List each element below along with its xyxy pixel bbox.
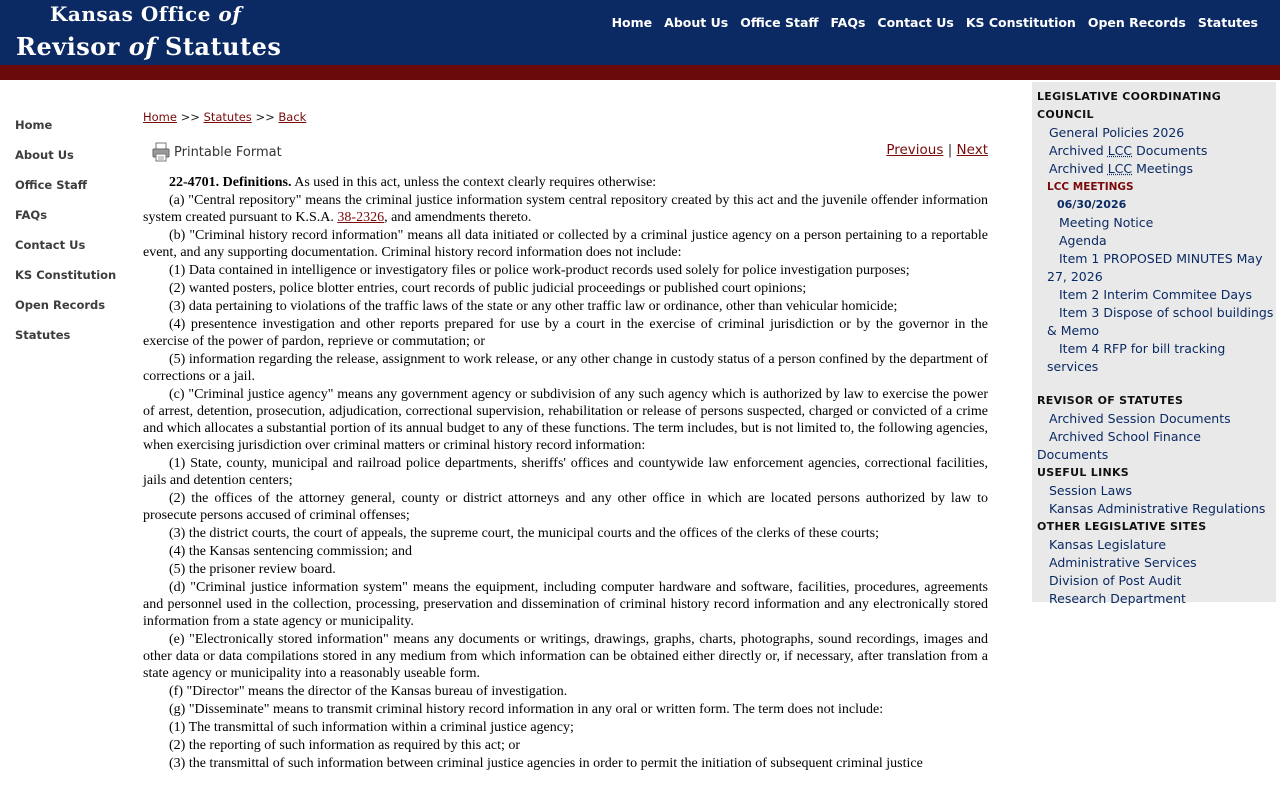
previous-link[interactable]: Previous xyxy=(886,142,944,158)
sidebar-link-item-3[interactable]: Item 3 Dispose of school buildings & Memo xyxy=(1047,305,1274,338)
top-nav-home[interactable]: Home xyxy=(611,15,653,30)
breadcrumb-statutes[interactable]: Statutes xyxy=(203,110,252,124)
printer-icon xyxy=(151,142,171,162)
sidebar-link-archived-school-finance[interactable]: Archived School Finance Documents xyxy=(1037,429,1201,462)
statute-paragraph xyxy=(143,192,988,226)
left-nav xyxy=(15,118,116,358)
link-text: Meetings xyxy=(1132,161,1193,176)
breadcrumb-sep: >> xyxy=(176,110,204,124)
statute-paragraph: (2) the offices of the attorney general, county or district attorneys and any other office in which are located persons authorized by law to prosecute persons accused of criminal offenses; xyxy=(143,491,988,523)
next-link[interactable]: Next xyxy=(956,142,988,158)
lcc-abbr: LCC xyxy=(1107,161,1133,176)
site-header xyxy=(0,0,1280,65)
sidebar-section-useful-links: USEFUL LINKS xyxy=(1037,466,1130,479)
statute-paragraph: (g) "Disseminate" means to transmit criminal history record information in any oral or written form. The term does not include: xyxy=(169,702,884,717)
statute-toolbar xyxy=(143,142,988,174)
statute-title: Definitions. xyxy=(222,175,292,190)
breadcrumb-sep: >> xyxy=(251,110,279,124)
statute-number: 22-4701. xyxy=(169,175,220,190)
top-nav-office-staff[interactable]: Office Staff xyxy=(740,15,819,30)
left-nav-open-records[interactable]: Open Records xyxy=(15,298,106,312)
lcc-abbr: LCC xyxy=(1107,143,1133,158)
top-nav-open-records[interactable]: Open Records xyxy=(1087,15,1186,30)
statute-paragraph: (3) the transmittal of such information between criminal justice agencies in order to permit the initiation of subsequent criminal justice xyxy=(169,756,923,771)
breadcrumb xyxy=(143,110,988,124)
statute-paragraph: (f) "Director" means the director of the Kansas bureau of investigation. xyxy=(169,684,568,699)
main-content xyxy=(143,110,988,773)
top-nav-about-us[interactable]: About Us xyxy=(664,15,729,30)
logo-line2-of: of xyxy=(128,32,157,61)
top-nav-contact-us[interactable]: Contact Us xyxy=(877,15,954,30)
sidebar-section-other-sites: OTHER LEGISLATIVE SITES xyxy=(1037,520,1207,533)
statute-paragraph: (4) the Kansas sentencing commission; and xyxy=(169,544,413,559)
statute-paragraph: (b) "Criminal history record information" means all data initiated or collected by a criminal justice agency on a person pertaining to a reportable event, and any supporting documentation. Criminal history record information does not include: xyxy=(143,228,988,260)
statute-intro: As used in this act, unless the context clearly requires otherwise: xyxy=(291,175,657,190)
sidebar-link-item-4[interactable]: Item 4 RFP for bill tracking services xyxy=(1047,341,1226,374)
link-text: Archived xyxy=(1049,161,1108,176)
sidebar-link-archived-lcc-meetings[interactable] xyxy=(1037,160,1276,178)
statute-ref-link[interactable]: 38-2326 xyxy=(337,210,385,225)
left-nav-faqs[interactable]: FAQs xyxy=(15,208,48,222)
top-nav-ks-constitution[interactable]: KS Constitution xyxy=(965,15,1076,30)
sidebar-section-lcc: LEGISLATIVE COORDINATING COUNCIL xyxy=(1037,90,1222,121)
left-nav-office-staff[interactable]: Office Staff xyxy=(15,178,88,192)
statute-heading-para xyxy=(143,174,988,191)
left-nav-contact-us[interactable]: Contact Us xyxy=(15,238,86,252)
logo-line1-of: of xyxy=(218,2,242,26)
sidebar-lcc-meetings-heading: LCC MEETINGS xyxy=(1047,181,1134,193)
sidebar-link-post-audit[interactable]: Division of Post Audit xyxy=(1049,573,1182,588)
sidebar-spacer xyxy=(1037,376,1276,392)
link-text: Archived xyxy=(1049,143,1108,158)
sidebar-link-administrative-services[interactable]: Administrative Services xyxy=(1049,555,1197,570)
logo-line2-c: Statutes xyxy=(156,32,282,61)
left-nav-home[interactable]: Home xyxy=(15,118,53,132)
header-divider-band xyxy=(0,65,1280,80)
statute-paragraph: (5) information regarding the release, assignment to work release, or any other change in custody status of a person confined by the department of corrections or a jail. xyxy=(143,352,988,384)
right-sidebar xyxy=(1032,82,1276,606)
logo-line2-a: Revisor xyxy=(16,32,129,61)
link-text: Documents xyxy=(1132,143,1208,158)
sidebar-link-archived-lcc-documents[interactable] xyxy=(1037,142,1276,160)
left-nav-ks-constitution[interactable]: KS Constitution xyxy=(15,268,117,282)
printable-format-label: Printable Format xyxy=(174,144,282,160)
sidebar-link-agenda[interactable]: Agenda xyxy=(1059,233,1107,248)
statute-paragraph: (1) The transmittal of such information within a criminal justice agency; xyxy=(169,720,574,735)
statute-paragraph: (4) presentence investigation and other reports prepared for use by a court in the exercise of criminal jurisdiction or by the governor in the exercise of the power of pardon, reprieve or commutation; or xyxy=(143,317,988,349)
printable-format-link[interactable] xyxy=(151,142,282,162)
statute-paragraph: (1) State, county, municipal and railroad police departments, sheriffs' offices and countywide law enforcement agencies, correctional facilities, jails and detention centers; xyxy=(143,456,988,488)
statute-text-run: , and amendments thereto. xyxy=(384,210,532,225)
sidebar-link-session-laws[interactable]: Session Laws xyxy=(1049,483,1133,498)
sidebar-link-kansas-legislature[interactable]: Kansas Legislature xyxy=(1049,537,1167,552)
top-nav-statutes[interactable]: Statutes xyxy=(1197,15,1258,30)
left-nav-about-us[interactable]: About Us xyxy=(15,148,74,162)
breadcrumb-back[interactable]: Back xyxy=(278,110,307,124)
statute-paragraph: (e) "Electronically stored information" means any documents or writings, drawings, graphs, charts, photographs, sound recordings, images and other data or data compilations stored in any medium from which information can be obtained either directly or, if necessary, after translation from a state agency or municipality into a reasonably useable form. xyxy=(143,632,988,681)
sidebar-link-general-policies[interactable]: General Policies 2026 xyxy=(1049,125,1185,140)
sidebar-link-item-2[interactable]: Item 2 Interim Commitee Days xyxy=(1059,287,1252,302)
sidebar-link-research-department[interactable]: Research Department xyxy=(1049,591,1186,606)
logo-line1: Kansas Office xyxy=(50,2,219,26)
breadcrumb-home[interactable]: Home xyxy=(143,110,177,124)
sidebar-link-meeting-notice[interactable]: Meeting Notice xyxy=(1059,215,1154,230)
statute-paragraph: (d) "Criminal justice information system" means the equipment, including computer hardware and software, facilities, procedures, agreements and personnel used in the collection, processing, preservation and dissemination of criminal history record information and any electronically stored information from a state agency or municipality. xyxy=(143,580,988,629)
sidebar-link-item-1[interactable]: Item 1 PROPOSED MINUTES May 27, 2026 xyxy=(1047,251,1263,284)
sidebar-section-revisor: REVISOR OF STATUTES xyxy=(1037,394,1184,407)
statute-paragraph: (5) the prisoner review board. xyxy=(169,562,336,577)
prev-next-divider: | xyxy=(943,142,957,158)
top-nav-faqs[interactable]: FAQs xyxy=(830,15,866,30)
prev-next-nav xyxy=(886,142,988,158)
sidebar-link-kansas-admin-regs[interactable]: Kansas Administrative Regulations xyxy=(1049,501,1266,516)
statute-paragraph: (c) "Criminal justice agency" means any government agency or subdivision of any such agency which is authorized by law to exercise the power of arrest, detention, prosecution, adjudication, correctional supervision, rehabilitation or release of persons suspected, charged or convicted of a crime and which allocates a substantial portion of its annual budget to any of these functions. The term includes, but is not limited to, the following agencies, when exercising jurisdiction over criminal matters or criminal history record information: xyxy=(143,387,988,453)
statute-paragraph: (1) Data contained in intelligence or investigatory files or police work-product records used solely for police investigation purposes; xyxy=(169,263,910,278)
top-nav xyxy=(612,15,1258,30)
statute-paragraph: (3) data pertaining to violations of the traffic laws of the state or any other traffic law or ordinance, other than vehicular homicide; xyxy=(169,299,898,314)
statute-paragraph: (2) the reporting of such information as required by this act; or xyxy=(169,738,521,753)
statute-text-run: (a) "Central repository" means the criminal justice information system central repository created by this act and the juvenile offender information system created pursuant to K.S.A. xyxy=(143,193,988,225)
statute-paragraph: (2) wanted posters, police blotter entries, court records of public judicial proceedings or published court opinions; xyxy=(169,281,807,296)
left-nav-statutes[interactable]: Statutes xyxy=(15,328,71,342)
sidebar-link-archived-session-docs[interactable]: Archived Session Documents xyxy=(1049,411,1231,426)
statute-text xyxy=(143,174,988,772)
sidebar-meeting-date: 06/30/2026 xyxy=(1057,198,1127,211)
statute-paragraph: (3) the district courts, the court of appeals, the supreme court, the municipal courts and the offices of the clerks of these courts; xyxy=(169,526,880,541)
